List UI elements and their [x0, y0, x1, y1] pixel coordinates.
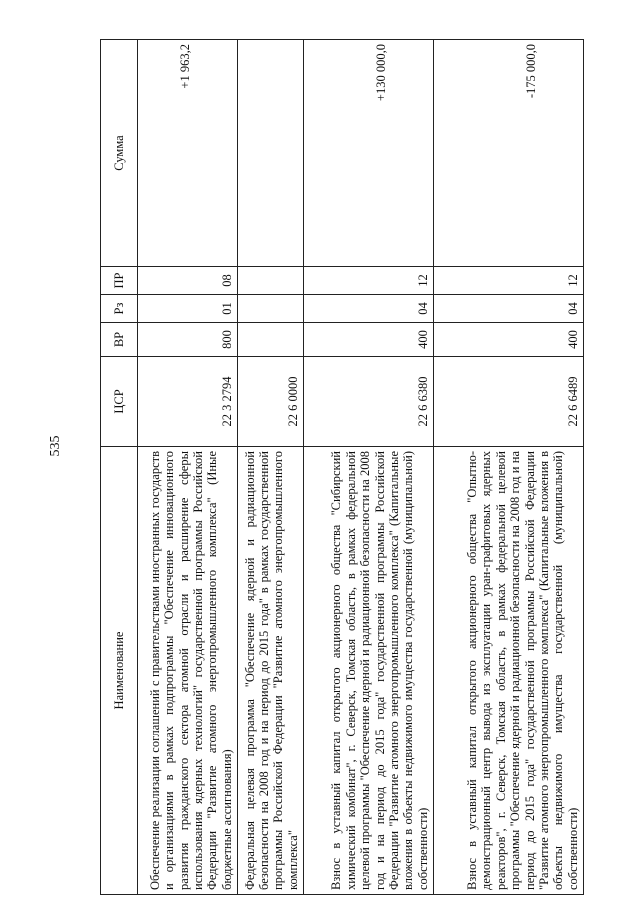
page-number: 535 — [48, 435, 63, 457]
table-row — [304, 40, 434, 895]
row-pr: 08 — [138, 267, 238, 295]
table-row — [138, 40, 238, 895]
row-sum-value: +130 000,0 — [373, 44, 388, 102]
row-sum — [434, 40, 584, 267]
row-rz — [238, 295, 304, 323]
row-csr: 22 6 6489 — [434, 357, 584, 447]
row-name: Федеральная целевая программа "Обеспечение ядерной и радиационной безопасности на 2008 год и на период до 2015 года" в рамках государственной программы Российской Федерации "Развитие атомного энергопромышленного комплекса" — [238, 447, 304, 895]
row-rz: 04 — [304, 295, 434, 323]
row-vr: 400 — [434, 323, 584, 357]
header-vr: ВР — [101, 323, 138, 357]
row-pr — [238, 267, 304, 295]
row-csr: 22 6 6380 — [304, 357, 434, 447]
header-pr: ПР — [101, 267, 138, 295]
row-sum — [304, 40, 434, 267]
header-rz: Рз — [101, 295, 138, 323]
row-vr — [238, 323, 304, 357]
row-sum-value: -175 000,0 — [523, 44, 538, 99]
row-sum-value: +1 963,2 — [177, 44, 192, 89]
row-csr: 22 3 2794 — [138, 357, 238, 447]
budget-table-rotated — [100, 40, 582, 895]
row-name: Взнос в уставный капитал открытого акционерного общества "Сибирский химический комбинат", г. Северск, Томская область, в рамках федеральной целевой программы "Обеспечение ядерной и радиационной безопасности на 2008 год и на период до 2015 года" государственной программы Российской Федерации "Развитие атомного энергопромышленного комплекса" (Капитальные вложения в объекты недвижимого имущества государственной (муниципальной) собственности) — [304, 447, 434, 895]
row-rz: 04 — [434, 295, 584, 323]
row-csr: 22 6 0000 — [238, 357, 304, 447]
table-row — [434, 40, 584, 895]
table-header-row — [101, 40, 138, 895]
header-name: Наименование — [101, 447, 138, 895]
row-pr: 12 — [434, 267, 584, 295]
row-sum — [138, 40, 238, 267]
row-rz: 01 — [138, 295, 238, 323]
budget-table — [100, 39, 584, 895]
table-row — [238, 40, 304, 895]
row-vr: 800 — [138, 323, 238, 357]
row-sum — [238, 40, 304, 267]
header-sum: Сумма — [101, 40, 138, 267]
row-name: Взнос в уставный капитал открытого акционерного общества "Опытно-демонстрационный центр вывода из эксплуатации уран-графитовых ядерных реакторов", г. Северск, Томская область, в рамках федеральной целевой программы "Обеспечение ядерной и радиационной безопасности на 2008 год и на период до 2015 года" государственной программы Российской Федерации "Развитие атомного энергопромышленного комплекса" (Капитальные вложения в объекты недвижимого имущества государственной (муниципальной) собственности) — [434, 447, 584, 895]
header-csr: ЦСР — [101, 357, 138, 447]
row-pr: 12 — [304, 267, 434, 295]
row-name: Обеспечение реализации соглашений с правительствами иностранных государств и организациями в рамках подпрограммы "Обеспечение инновационного развития гражданского сектора атомной отрасли и расширение сферы использования ядерных технологий" государственной программы Российской Федерации "Развитие атомного энергопромышленного комплекса" (Иные бюджетные ассигнования) — [138, 447, 238, 895]
row-vr: 400 — [304, 323, 434, 357]
